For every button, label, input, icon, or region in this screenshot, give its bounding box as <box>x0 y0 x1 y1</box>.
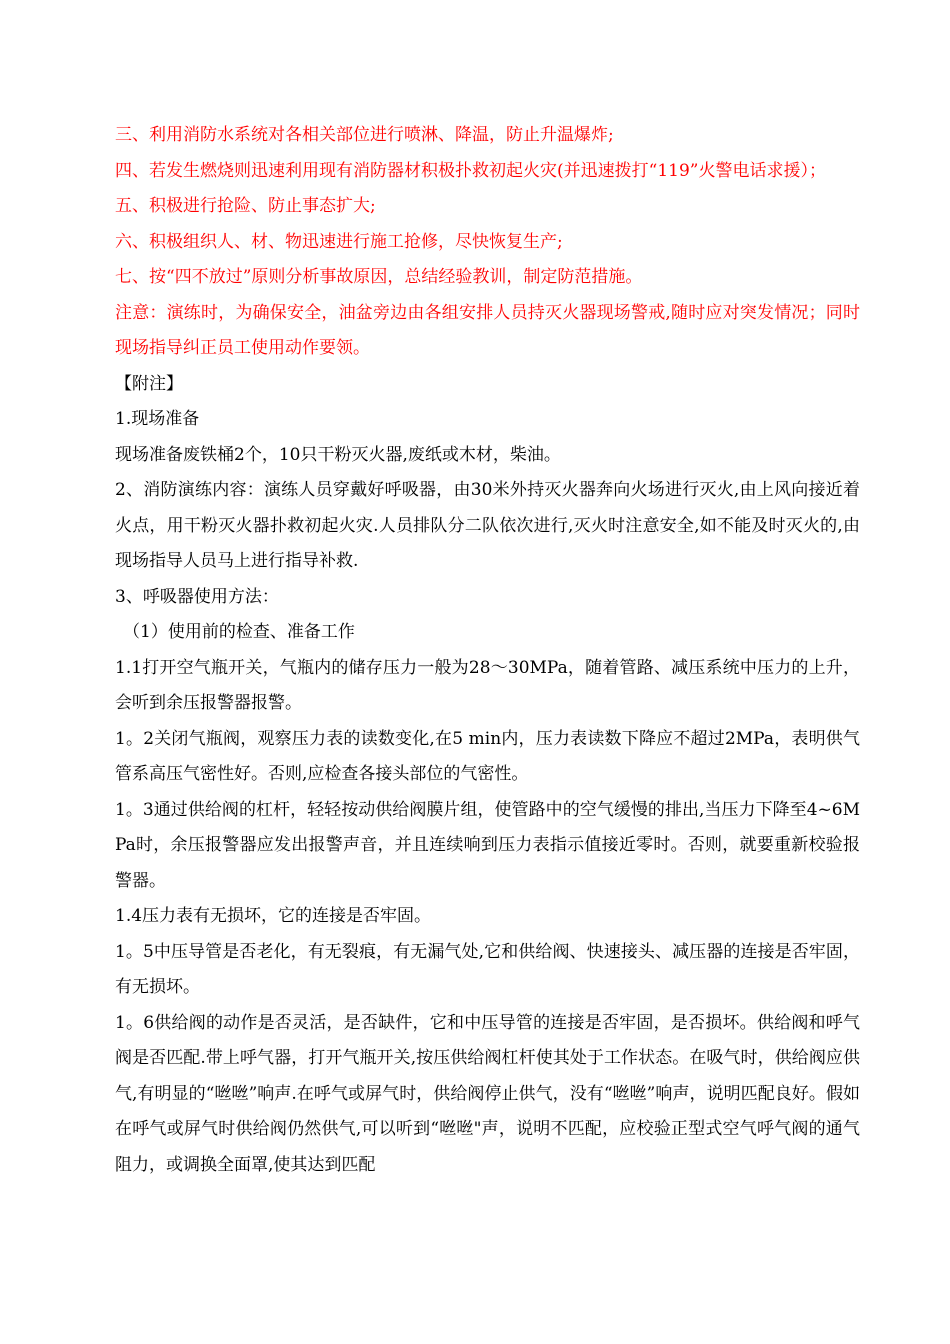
red-paragraph-5: 五、积极进行抢险、防止事态扩大; <box>115 196 376 216</box>
appendix-title: 【附注】 <box>115 373 183 394</box>
red-paragraph-6: 六、积极组织人、材、物迅速进行施工抢修，尽快恢复生产; <box>115 231 563 252</box>
step-1-2: 1。2关闭气瓶阀，观察压力表的读数变化,在5 min内，压力表读数下降应不超过2MPa，表明供气管系高压气密性好。否则,应检查各接头部位的气密性。 <box>115 728 860 784</box>
red-paragraph-7: 七、按“四不放过”原则分析事故原因，总结经验教训，制定防范措施。 <box>115 267 643 287</box>
red-paragraph-3: 三、利用消防水系统对各相关部位进行喷淋、降温，防止升温爆炸; <box>115 125 614 145</box>
step-1-4: 1.4压力表有无损坏，它的连接是否牢固。 <box>115 906 432 926</box>
section1-title: 1.现场准备 <box>115 409 200 429</box>
subsection-title: （1）使用前的检查、准备工作 <box>123 622 355 642</box>
step-1-1: 1.1打开空气瓶开关，气瓶内的储存压力一般为28～30MPa，随着管路、减压系统中压力的上升，会听到余压报警器报警。 <box>115 657 860 713</box>
section2-body: 2、消防演练内容：演练人员穿戴好呼吸器，由30米外持灭火器奔向火场进行灭火,由上风向接近着火点，用干粉灭火器扑救初起火灾.人员排队分二队依次进行,灭火时注意安全,如不能及时灭火的,由现场指导人员马上进行指导补救. <box>115 480 860 571</box>
step-1-3: 1。3通过供给阀的杠杆，轻轻按动供给阀膜片组，使管路中的空气缓慢的排出,当压力下降至4~6MPa时，余压报警器应发出报警声音，并且连续响到压力表指示值接近零时。否则，就要重新校验报警器。 <box>115 799 860 891</box>
red-paragraph-4: 四、若发生燃烧则迅速利用现有消防器材积极扑救初起火灾(并迅速拨打“119”火警电话求援）； <box>115 160 826 181</box>
section3-title: 3、呼吸器使用方法： <box>115 586 279 607</box>
step-1-5: 1。5中压导管是否老化，有无裂痕，有无漏气处,它和供给阀、快速接头、减压器的连接是否牢固，有无损坏。 <box>115 941 860 997</box>
step-1-6: 1。6供给阀的动作是否灵活，是否缺件，它和中压导管的连接是否牢固，是否损坏。供给阀和呼气阀是否匹配.带上呼气器，打开气瓶开关,按压供给阀杠杆使其处于工作状态。在吸气时，供给阀应供气,有明显的“咝咝”响声.在呼气或屏气时，供给阀停止供气，没有“咝咝”响声，说明匹配良好。假如在呼气或屏气时供给阀仍然供气,可以听到“咝咝"声，说明不匹配，应校验正型式空气呼气阀的通气阻力，或调换全面罩,使其达到匹配 <box>115 1012 860 1175</box>
red-note-paragraph: 注意：演练时，为确保安全，油盆旁边由各组安排人员持灭火器现场警戒,随时应对突发情况；同时现场指导纠正员工使用动作要领。 <box>115 302 860 358</box>
section1-body: 现场准备废铁桶2个，10只干粉灭火器,废纸或木材，柴油。 <box>115 444 561 465</box>
document-body <box>115 118 860 1183</box>
